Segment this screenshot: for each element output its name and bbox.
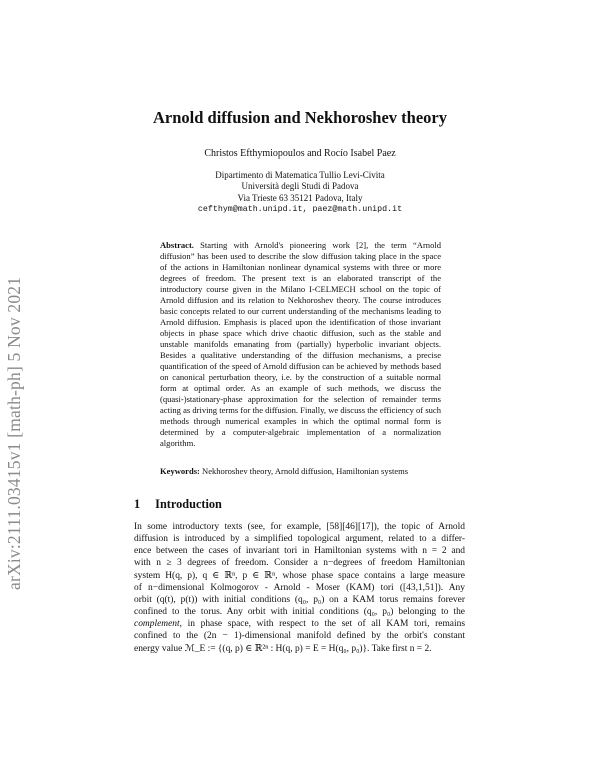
intro-line: of n−dimensional Kolmogorov - Arnold - Moser (KAM) tori ([43,1,51]). Any xyxy=(134,582,465,593)
intro-line: ence between the cases of invariant tori in Hamiltonian systems with n = 2 and xyxy=(134,546,465,557)
section-title: Introduction xyxy=(155,497,222,511)
intro-line: In some introductory texts (see, for example, [58][46][17]), the topic of Arnold xyxy=(134,522,465,532)
abstract-text: Starting with Arnold's pioneering work [2], the term “Arnold diffusion” has been used to describe the slow diffusion taking place in the space of the actions in Hamiltonian nonlinear dynamical systems with three or more degrees of freedom. The present text is an elaborated transcript of the introductory course given in the Milano I-CELMECH school on the topic of Arnold diffusion and its relation to Nekhoroshev theory. The course introduces basic concepts related to our current understanding of the mechanisms leading to Arnold diffusion. Emphasis is placed upon the identification of those invariant objects in phase space which drive chaotic diffusion, such as the stable and unstable manifolds emanating from (partially) hyperbolic invariant objects. Besides a qualitative understanding of the diffusion mechanisms, a precise quantification of the speed of Arnold diffusion can be achieved by methods based on canonical perturbation theory, i.e. by the construction of a suitable normal form at optimal order. As an example of such methods, we discuss the (quasi-)stationary-phase approximation for the selection of remainder terms acting as driving terms for the diffusion. Finally, we discuss the efficiency of such methods through numerical examples in which the optimal normal form is determined by a computer-algebraic implementation of a normalization algorithm. xyxy=(160,240,442,448)
abstract-label: Abstract. xyxy=(160,240,194,250)
intro-line: system H(q, p), q ∈ ℝⁿ, p ∈ ℝⁿ, whose phase space contains a large measure xyxy=(134,570,465,581)
affiliation-block xyxy=(0,170,600,215)
affiliation-address: Via Trieste 63 35121 Padova, Italy xyxy=(237,192,363,203)
intro-line: confined to the torus. Any orbit with initial conditions (q₀, p₀) belonging to the xyxy=(134,607,465,618)
intro-line: with n ≥ 3 degrees of freedom. Consider a n−degrees of freedom Hamiltonian xyxy=(134,558,465,569)
keywords-label: Keywords: xyxy=(160,466,200,476)
section-heading xyxy=(134,497,222,512)
affiliation-emails: cefthym@math.unipd.it, paez@math.unipd.it xyxy=(197,204,403,214)
intro-line: confined to the (2n − 1)-dimensional manifold defined by the orbit's constant xyxy=(134,631,465,642)
intro-line: orbit (q(t), p(t)) with initial conditions (q₀, p₀) on a KAM torus remains forever xyxy=(134,594,465,605)
intro-line: complement, in phase space, with respect to the set of all KAM tori, remains xyxy=(134,619,465,630)
paper-authors: Christos Efthymiopoulos and Rocío Isabel Paez xyxy=(204,148,396,159)
intro-line: energy value ℳ_E := {(q, p) ∈ ℝ²ⁿ : H(q, p) = E = H(q₀, p₀)}. Take first n = 2. xyxy=(134,643,432,654)
section-number: 1 xyxy=(134,497,141,511)
affiliation-department: Dipartimento di Matematica Tullio Levi-Civita xyxy=(215,170,385,180)
introduction-body xyxy=(134,521,465,655)
arxiv-identifier-stamp: arXiv:2111.03415v1 [math-ph] 5 Nov 2021 xyxy=(4,276,24,590)
paper-title: Arnold diffusion and Nekhoroshev theory xyxy=(153,108,447,127)
abstract xyxy=(160,240,441,449)
keywords xyxy=(160,466,450,476)
keywords-text: Nekhoroshev theory, Arnold diffusion, Hamiltonian systems xyxy=(202,466,409,476)
affiliation-university: Università degli Studi di Padova xyxy=(241,181,359,192)
intro-line: diffusion is introduced by a simplified topological argument, related to a differ- xyxy=(134,534,465,545)
